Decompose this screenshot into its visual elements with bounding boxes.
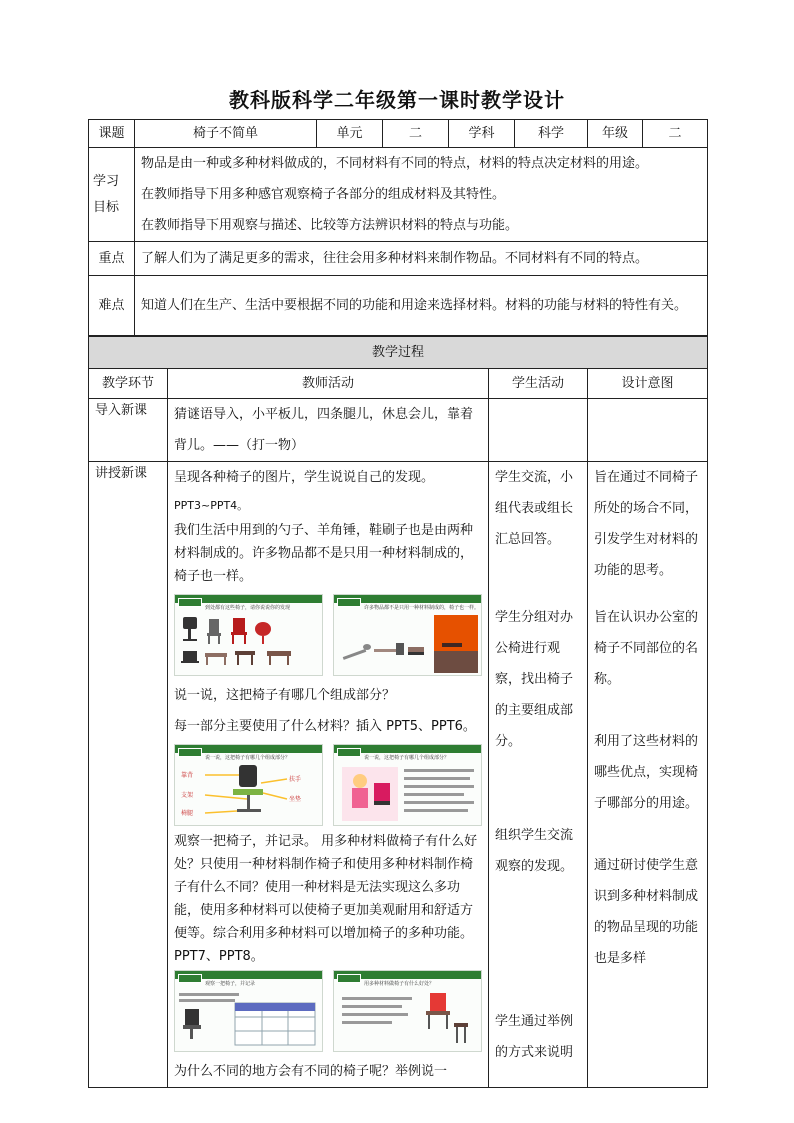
svg-text:坐垫: 坐垫	[289, 796, 302, 803]
header-row	[89, 120, 708, 148]
svg-text:许多物品都不是只用一种材料制成的，椅子也一样。: 许多物品都不是只用一种材料制成的，椅子也一样。	[364, 605, 480, 611]
objective-3: 在教师指导下用观察与描述、比较等方法辨识材料的特点与功能。	[141, 218, 519, 233]
slide-ppt8	[333, 970, 482, 1052]
objectives-row	[89, 148, 708, 242]
difficulty-row	[89, 276, 708, 336]
intent-3: 利用了这些材料的哪些优点，实现椅子哪部分的用途。	[594, 734, 699, 811]
col-student: 学生活动	[489, 369, 588, 399]
lesson-label: 课题	[89, 120, 135, 148]
student-observing-illustration	[334, 753, 481, 825]
student-3: 组织学生交流观察的发现。	[495, 828, 574, 874]
objective-2: 在教师指导下用多种感官观察椅子各部分的组成材料及其特性。	[141, 187, 506, 202]
student-1: 学生交流，小组代表或组长汇总回答。	[495, 470, 574, 547]
student-4: 学生通过举例的方式来说明	[495, 1014, 574, 1060]
student-2: 学生分组对办公椅进行观察，找出椅子的主要组成部分。	[495, 610, 574, 749]
svg-text:靠背: 靠背	[181, 772, 194, 779]
slides-row-3	[174, 968, 482, 1056]
observation-record-illustration	[175, 979, 322, 1051]
objectives-label	[89, 148, 135, 242]
svg-text:用多种材料做椅子有什么好处？: 用多种材料做椅子有什么好处？	[364, 981, 435, 987]
key-point-row	[89, 242, 708, 276]
slide-ppt4	[333, 594, 482, 676]
main-intent	[588, 462, 708, 1088]
teacher-p7: 为什么不同的地方会有不同的椅子呢？举例说一	[174, 1064, 448, 1079]
svg-text:椅腿: 椅腿	[181, 810, 194, 817]
intro-teacher: 猜谜语导入，小平板儿，四条腿儿，休息会儿，靠着背儿。——（打一物）	[168, 399, 489, 462]
slide-ppt7	[174, 970, 323, 1052]
teacher-p2: PPT3~PPT4。	[174, 499, 249, 512]
intent-2: 旨在认识办公室的椅子不同部位的名称。	[594, 610, 699, 687]
main-stage: 讲授新课	[89, 462, 168, 1088]
process-title: 教学过程	[89, 337, 708, 369]
subject-label: 学科	[449, 120, 515, 148]
svg-text:观察一把椅子，并记录: 观察一把椅子，并记录	[205, 981, 256, 987]
main-student	[489, 462, 588, 1088]
chair-parts-illustration	[175, 753, 322, 825]
col-teacher: 教师活动	[168, 369, 489, 399]
intro-stage: 导入新课	[89, 399, 168, 462]
col-stage: 教学环节	[89, 369, 168, 399]
teacher-p6: 观察一把椅子，并记录。 用多种材料做椅子有什么好处？只使用一种材料制作椅子和使用多种材料制作椅子有什么不同？使用一种材料是无法实现这么多功能，使用多种材料可以使椅子更加美观耐用和舒适方便等。综合利用多种材料可以增加椅子的多种功能。PPT7、PPT8。	[174, 834, 478, 964]
difficulty-label: 难点	[89, 276, 135, 336]
teacher-p1: 呈现各种椅子的图片，学生说说自己的发现。	[174, 470, 435, 485]
chairs-illustration	[175, 603, 322, 675]
process-title-row	[89, 337, 708, 369]
slides-row-1	[174, 588, 482, 680]
teacher-p4: 说一说，这把椅子有哪几个组成部分？	[174, 688, 396, 703]
intent-1: 旨在通过不同椅子所处的场合不同，引发学生对材料的功能的思考。	[594, 470, 699, 578]
objectives-content	[135, 148, 708, 242]
process-table	[88, 336, 708, 1088]
lesson-info-table	[88, 119, 708, 336]
grade-value: 二	[643, 120, 708, 148]
subject-value: 科学	[515, 120, 588, 148]
main-teacher	[168, 462, 489, 1088]
svg-text:到处都有这些椅子，请你说说你的发现: 到处都有这些椅子，请你说说你的发现	[205, 605, 291, 611]
svg-text:支架: 支架	[181, 792, 194, 799]
col-intent: 设计意图	[588, 369, 708, 399]
slides-row-2	[174, 742, 482, 830]
svg-text:扶手: 扶手	[289, 776, 302, 783]
difficulty-text: 知道人们在生产、生活中要根据不同的功能和用途来选择材料。材料的功能与材料的特性有关。	[135, 276, 708, 336]
main-row	[89, 462, 708, 1088]
lesson-value: 椅子不简单	[135, 120, 317, 148]
slide-ppt6	[333, 744, 482, 826]
intro-student	[489, 399, 588, 462]
objectives-label-text: 学习目标	[93, 173, 120, 215]
teacher-p3: 我们生活中用到的勺子、羊角锤，鞋刷子也是由两种材料制成的。许多物品都不是只用一种材料制成的，椅子也一样。	[174, 523, 474, 584]
unit-value: 二	[383, 120, 449, 148]
key-point-label: 重点	[89, 242, 135, 276]
teacher-p5: 每一部分主要使用了什么材料？插入 PPT5、PPT6。	[174, 719, 476, 734]
grade-label: 年级	[588, 120, 643, 148]
multi-material-illustration	[334, 979, 481, 1051]
svg-text:说一说，这把椅子有哪几个组成部分？: 说一说，这把椅子有哪几个组成部分？	[364, 755, 450, 761]
key-point-text: 了解人们为了满足更多的需求，往往会用多种材料来制作物品。不同材料有不同的特点。	[135, 242, 708, 276]
svg-text:说一说，这把椅子有哪几个组成部分？: 说一说，这把椅子有哪几个组成部分？	[205, 755, 291, 761]
intro-intent	[588, 399, 708, 462]
intent-4: 通过研讨使学生意识到多种材料制成的物品呈现的功能也是多样	[594, 858, 699, 966]
process-header-row	[89, 369, 708, 399]
slide-ppt5	[174, 744, 323, 826]
intro-row	[89, 399, 708, 462]
unit-label: 单元	[317, 120, 383, 148]
tools-illustration	[334, 603, 481, 675]
document-title: 教科版科学二年级第一课时教学设计	[229, 88, 565, 112]
slide-ppt3	[174, 594, 323, 676]
objective-1: 物品是由一种或多种材料做成的，不同材料有不同的特点，材料的特点决定材料的用途。	[141, 156, 649, 171]
